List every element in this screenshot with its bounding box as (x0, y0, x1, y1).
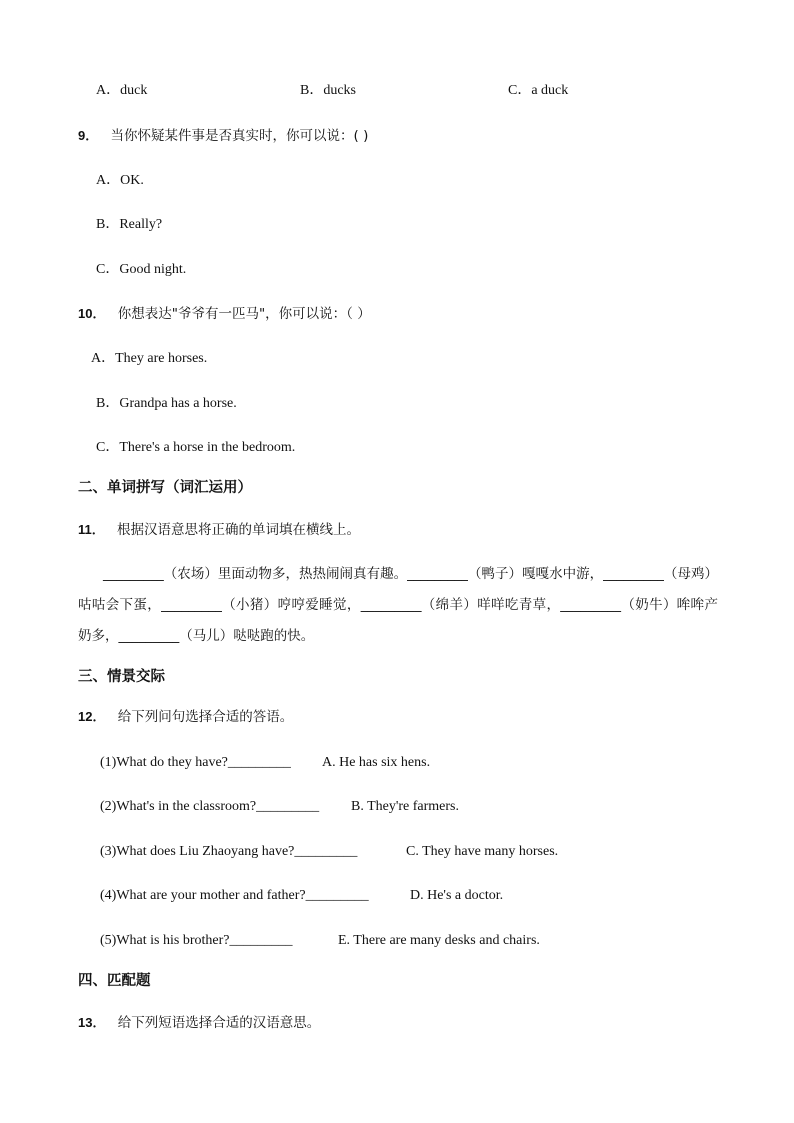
question-stem: 你想表达"爷爷有一匹马"，你可以说：（ ） (117, 306, 371, 322)
q12-answer-d: D. He's a doctor. (410, 888, 504, 903)
question-stem: 给下列短语选择合适的汉语意思。 (117, 1015, 321, 1031)
q12-answer-c: C. They have many horses. (406, 844, 559, 859)
section-2-title: 二、单词拼写（词汇运用） (78, 480, 252, 496)
q10-option-c: C．There's a horse in the bedroom. (96, 440, 296, 455)
question-10 (78, 305, 371, 323)
q10-option-a: A．They are horses. (91, 351, 208, 366)
q12-answer-e: E. There are many desks and chairs. (338, 933, 540, 948)
question-stem: 根据汉语意思将正确的单词填在横线上。 (117, 522, 361, 538)
question-number: 11． (78, 522, 105, 537)
question-11 (78, 521, 360, 539)
section-4-title: 四、匹配题 (78, 973, 151, 989)
q12-answer-a: A. He has six hens. (322, 755, 431, 770)
q10-option-b: B．Grandpa has a horse. (96, 396, 237, 411)
question-stem: 当你怀疑某件事是否真实时，你可以说：( ) (110, 128, 369, 144)
q8-option-a: A．duck (96, 83, 148, 98)
q8-option-c: C．a duck (508, 83, 569, 98)
question-number: 10． (78, 306, 106, 321)
q12-question-3: (3)What does Liu Zhaoyang have?_________ (100, 844, 358, 859)
q12-answer-b: B. They're farmers. (351, 799, 460, 814)
q9-option-a: A．OK. (96, 173, 144, 188)
q12-question-4: (4)What are your mother and father?_________ (100, 888, 369, 903)
question-9 (78, 127, 368, 145)
q9-option-c: C．Good night. (96, 262, 187, 277)
question-stem: 给下列问句选择合适的答语。 (117, 709, 294, 725)
question-13 (78, 1014, 320, 1032)
q11-fill-in-paragraph: _________（农场）里面动物多，热热闹闹真有趣。_________（鸭子）嘎嘎水中游，_________（母鸡）咕咕会下蛋，_________（小猪）哼哼爱睡觉，_________（绵羊）咩咩吃青草，_________（奶牛）哞哞产奶多，_________（马儿）哒哒跑的快。 (78, 566, 718, 644)
question-12 (78, 708, 293, 726)
q12-question-1: (1)What do they have?_________ (100, 755, 291, 770)
section-3-title: 三、情景交际 (78, 669, 165, 685)
q12-question-5: (5)What is his brother?_________ (100, 933, 293, 948)
question-number: 13． (78, 1015, 106, 1030)
question-number: 12． (78, 709, 106, 724)
question-number: 9． (78, 128, 99, 143)
q8-option-b: B．ducks (300, 83, 356, 98)
q12-question-2: (2)What's in the classroom?_________ (100, 799, 320, 814)
q9-option-b: B．Really? (96, 217, 163, 232)
